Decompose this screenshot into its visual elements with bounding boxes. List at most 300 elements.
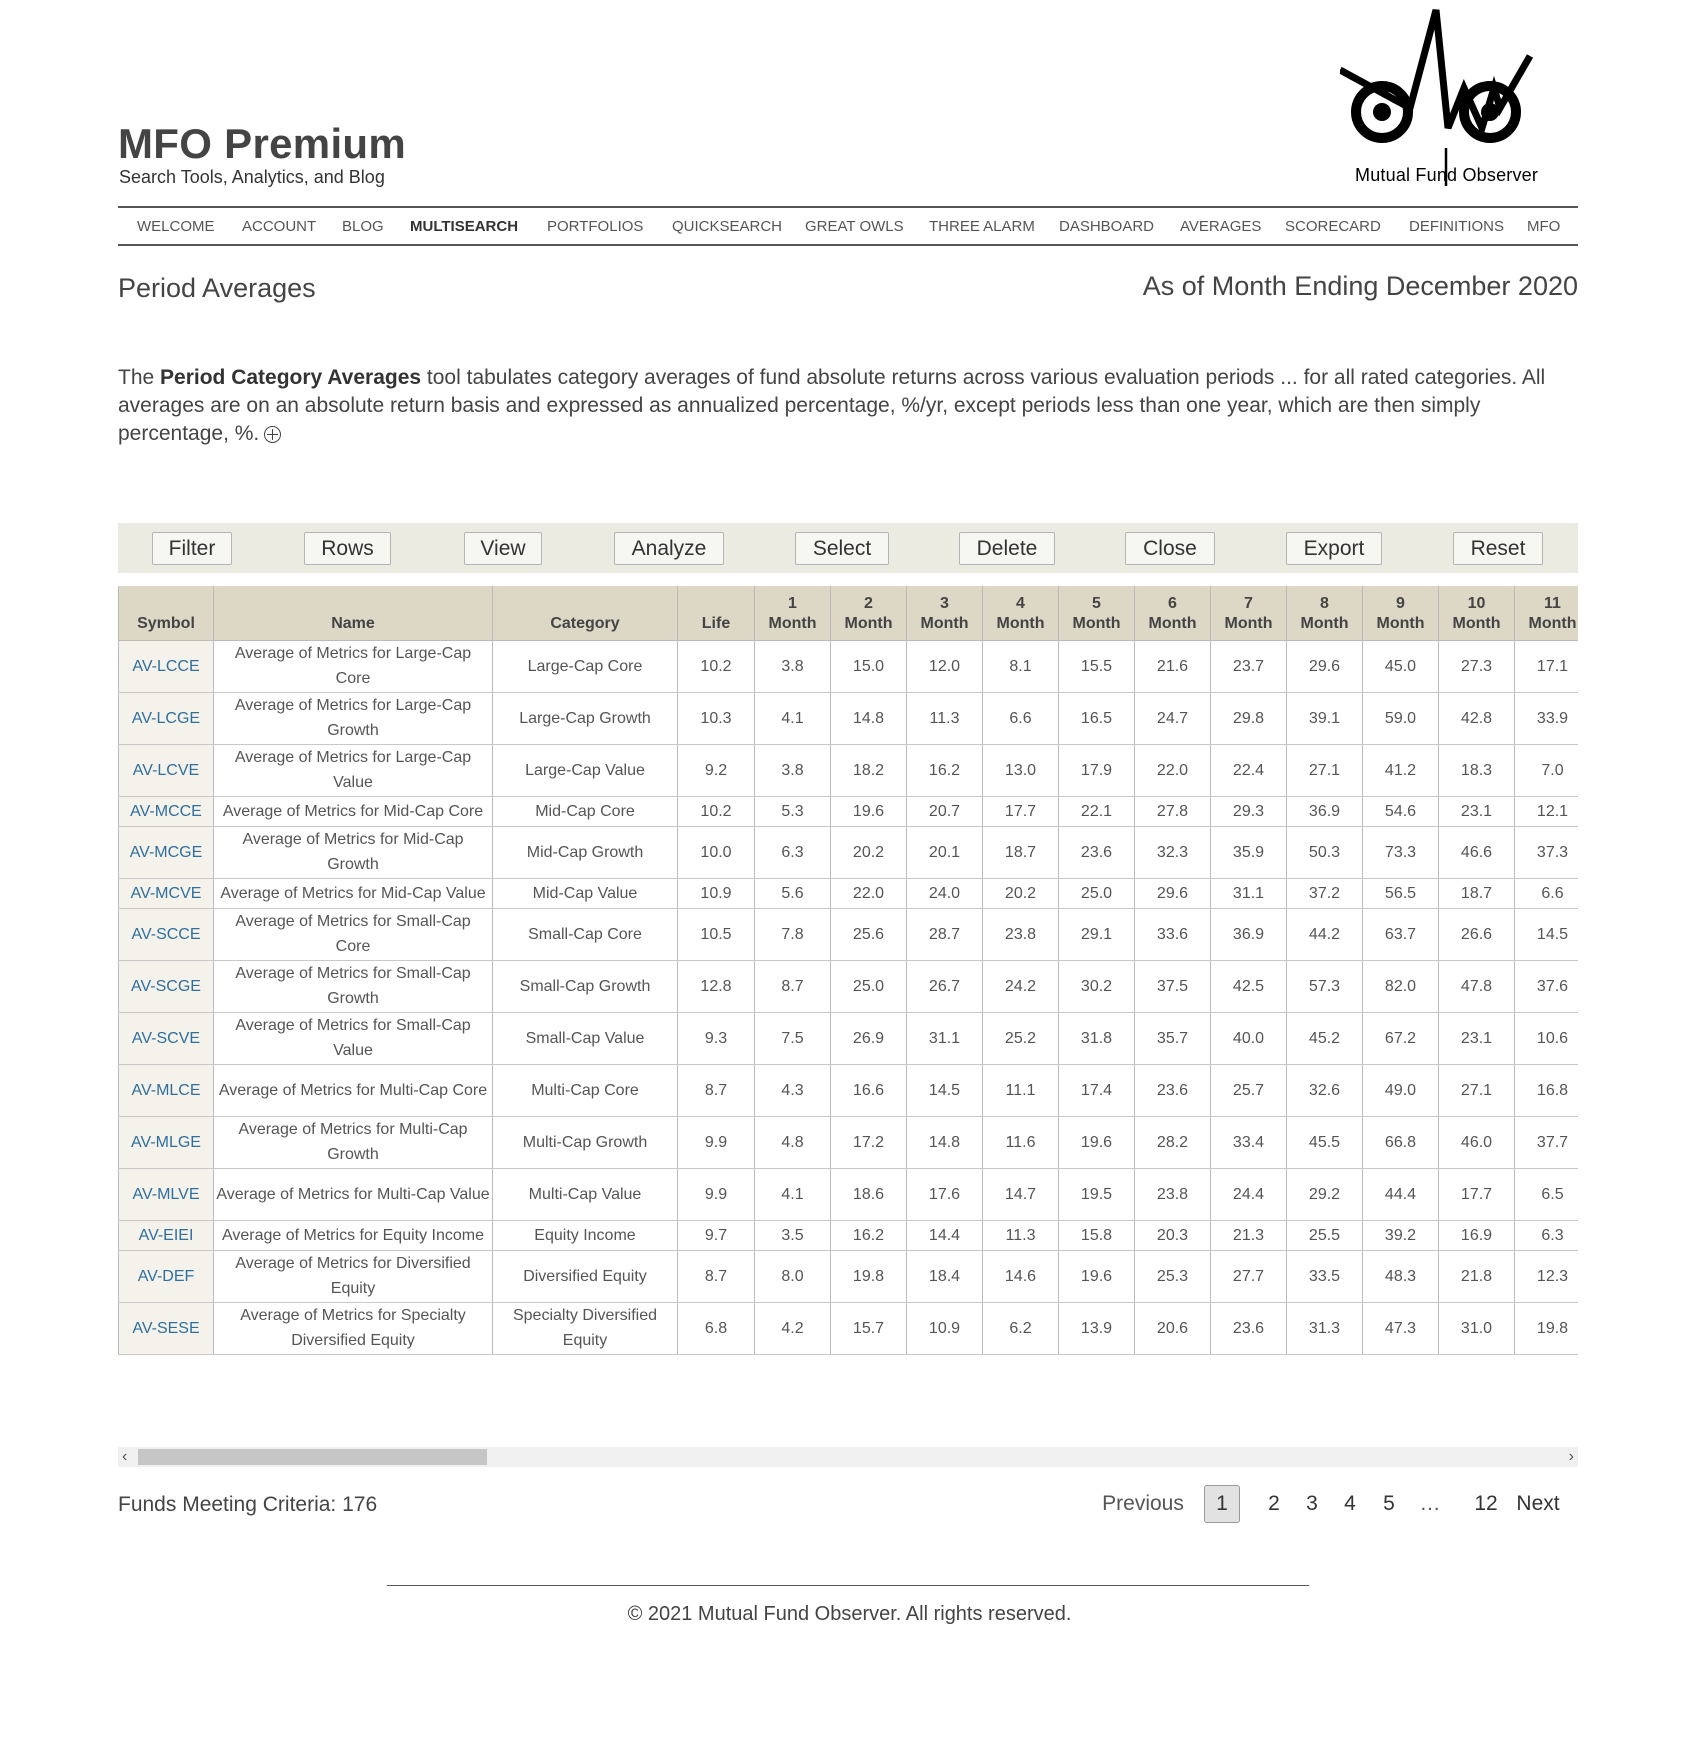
value-cell: 18.3 <box>1439 744 1515 796</box>
value-cell: 20.3 <box>1135 1220 1211 1250</box>
value-cell: 29.6 <box>1135 878 1211 908</box>
nav-item-portfolios[interactable]: PORTFOLIOS <box>547 218 644 235</box>
pagination <box>118 1485 1578 1523</box>
column-header[interactable] <box>1363 586 1439 640</box>
value-cell: 35.9 <box>1211 826 1287 878</box>
value-cell: 21.8 <box>1439 1250 1515 1302</box>
value-cell: 8.7 <box>678 1064 755 1116</box>
page-link-4[interactable]: 4 <box>1344 1492 1356 1515</box>
column-header-number: 9 <box>1396 594 1405 612</box>
value-cell: 31.1 <box>907 1012 983 1064</box>
value-cell: 9.9 <box>678 1116 755 1168</box>
value-cell: 15.7 <box>831 1302 907 1354</box>
value-cell: 9.2 <box>678 744 755 796</box>
table-row[interactable] <box>119 960 1579 1012</box>
column-header[interactable] <box>1059 586 1135 640</box>
value-cell: 15.8 <box>1059 1220 1135 1250</box>
category-cell: Diversified Equity <box>493 1250 678 1302</box>
value-cell: 17.9 <box>1059 744 1135 796</box>
column-header-label: Name <box>331 614 375 632</box>
value-cell: 12.3 <box>1515 1250 1579 1302</box>
value-cell: 19.6 <box>1059 1250 1135 1302</box>
table-row[interactable] <box>119 1220 1579 1250</box>
symbol-link[interactable]: AV-EIEI <box>119 1220 214 1250</box>
category-cell: Large-Cap Growth <box>493 692 678 744</box>
value-cell: 10.5 <box>678 908 755 960</box>
value-cell: 25.2 <box>983 1012 1059 1064</box>
value-cell: 17.1 <box>1515 640 1579 692</box>
value-cell: 6.5 <box>1515 1168 1579 1220</box>
value-cell: 29.6 <box>1287 640 1363 692</box>
column-header-label: Month <box>1376 614 1425 632</box>
value-cell: 23.1 <box>1439 796 1515 826</box>
value-cell: 18.4 <box>907 1250 983 1302</box>
value-cell: 24.7 <box>1135 692 1211 744</box>
nav-item-multisearch[interactable]: MULTISEARCH <box>410 218 519 235</box>
value-cell: 17.7 <box>983 796 1059 826</box>
symbol-link[interactable]: AV-SCGE <box>119 960 214 1012</box>
value-cell: 59.0 <box>1363 692 1439 744</box>
value-cell: 12.1 <box>1515 796 1579 826</box>
value-cell: 32.3 <box>1135 826 1211 878</box>
value-cell: 25.0 <box>831 960 907 1012</box>
column-header[interactable] <box>983 586 1059 640</box>
value-cell: 17.2 <box>831 1116 907 1168</box>
value-cell: 6.2 <box>983 1302 1059 1354</box>
name-cell: Average of Metrics for Mid-Cap Value <box>214 878 493 908</box>
value-cell: 37.5 <box>1135 960 1211 1012</box>
value-cell: 41.2 <box>1363 744 1439 796</box>
column-header-label: Month <box>1528 614 1577 632</box>
value-cell: 27.3 <box>1439 640 1515 692</box>
page-link-12[interactable]: 12 <box>1474 1492 1498 1515</box>
value-cell: 25.0 <box>1059 878 1135 908</box>
select-button[interactable]: Select <box>795 532 889 565</box>
name-cell: Average of Metrics for Small-Cap Growth <box>214 960 493 1012</box>
value-cell: 10.6 <box>1515 1012 1579 1064</box>
symbol-link[interactable]: AV-SCVE <box>119 1012 214 1064</box>
symbol-link[interactable]: AV-DEF <box>119 1250 214 1302</box>
value-cell: 26.7 <box>907 960 983 1012</box>
previous-page-link[interactable]: Previous <box>1102 1492 1184 1515</box>
value-cell: 33.4 <box>1211 1116 1287 1168</box>
value-cell: 39.1 <box>1287 692 1363 744</box>
intro-text-after: tool tabulates category averages of fund absolute returns across various evaluation periods ... for all rated categories. All averages are on an absolute return basis and expressed as annualized percentage, %/yr, except periods less than one year, which are then simply percentage, %. <box>118 366 1546 445</box>
column-header-number: 6 <box>1168 594 1177 612</box>
symbol-link[interactable]: AV-MLGE <box>119 1116 214 1168</box>
column-header-label: Month <box>1224 614 1273 632</box>
value-cell: 45.2 <box>1287 1012 1363 1064</box>
nav-item-three-alarm[interactable]: THREE ALARM <box>929 218 1035 235</box>
analyze-button[interactable]: Analyze <box>614 532 724 565</box>
name-cell: Average of Metrics for Small-Cap Core <box>214 908 493 960</box>
value-cell: 17.4 <box>1059 1064 1135 1116</box>
value-cell: 37.7 <box>1515 1116 1579 1168</box>
column-header[interactable] <box>1135 586 1211 640</box>
reset-button[interactable]: Reset <box>1453 532 1543 565</box>
value-cell: 18.7 <box>983 826 1059 878</box>
column-header-number: 3 <box>940 594 949 612</box>
value-cell: 9.7 <box>678 1220 755 1250</box>
nav-item-scorecard[interactable]: SCORECARD <box>1285 218 1381 235</box>
page-link-3[interactable]: 3 <box>1306 1492 1318 1515</box>
table-row[interactable] <box>119 796 1579 826</box>
value-cell: 20.2 <box>831 826 907 878</box>
value-cell: 24.4 <box>1211 1168 1287 1220</box>
value-cell: 14.7 <box>983 1168 1059 1220</box>
column-header[interactable] <box>1515 586 1579 640</box>
category-cell: Small-Cap Growth <box>493 960 678 1012</box>
column-header-label: Month <box>844 614 893 632</box>
column-header-number: 2 <box>864 594 873 612</box>
table-row[interactable] <box>119 692 1579 744</box>
toolbar <box>118 523 1578 573</box>
symbol-link[interactable]: AV-LCGE <box>119 692 214 744</box>
value-cell: 56.5 <box>1363 878 1439 908</box>
value-cell: 19.5 <box>1059 1168 1135 1220</box>
name-cell: Average of Metrics for Multi-Cap Value <box>214 1168 493 1220</box>
value-cell: 25.5 <box>1287 1220 1363 1250</box>
category-cell: Mid-Cap Core <box>493 796 678 826</box>
value-cell: 21.6 <box>1135 640 1211 692</box>
view-button[interactable]: View <box>464 532 542 565</box>
logo-text: Mutual Fund Observer <box>1355 165 1539 185</box>
column-header-number: 7 <box>1244 594 1253 612</box>
symbol-link[interactable]: AV-MCGE <box>119 826 214 878</box>
value-cell: 4.3 <box>755 1064 831 1116</box>
value-cell: 33.9 <box>1515 692 1579 744</box>
value-cell: 8.1 <box>983 640 1059 692</box>
table-row[interactable] <box>119 908 1579 960</box>
value-cell: 18.2 <box>831 744 907 796</box>
column-header[interactable] <box>907 586 983 640</box>
table-row[interactable] <box>119 826 1579 878</box>
value-cell: 23.7 <box>1211 640 1287 692</box>
column-header[interactable] <box>1439 586 1515 640</box>
nav-item-quicksearch[interactable]: QUICKSEARCH <box>672 218 783 235</box>
intro-text-bold: Period Category Averages <box>160 366 422 389</box>
value-cell: 7.0 <box>1515 744 1579 796</box>
value-cell: 4.2 <box>755 1302 831 1354</box>
footer-copyright: © 2021 Mutual Fund Observer. All rights reserved. <box>627 1603 1072 1625</box>
value-cell: 6.6 <box>1515 878 1579 908</box>
page-link-2[interactable]: 2 <box>1268 1492 1280 1515</box>
value-cell: 42.5 <box>1211 960 1287 1012</box>
table-row[interactable] <box>119 1168 1579 1220</box>
value-cell: 11.3 <box>907 692 983 744</box>
table-row[interactable] <box>119 640 1579 692</box>
column-header[interactable] <box>1287 586 1363 640</box>
value-cell: 40.0 <box>1211 1012 1287 1064</box>
value-cell: 10.2 <box>678 640 755 692</box>
value-cell: 22.0 <box>1135 744 1211 796</box>
page-title: Period Averages <box>118 273 316 303</box>
value-cell: 23.6 <box>1059 826 1135 878</box>
value-cell: 35.7 <box>1135 1012 1211 1064</box>
name-cell: Average of Metrics for Equity Income <box>214 1220 493 1250</box>
value-cell: 22.0 <box>831 878 907 908</box>
value-cell: 7.5 <box>755 1012 831 1064</box>
value-cell: 33.6 <box>1135 908 1211 960</box>
value-cell: 33.5 <box>1287 1250 1363 1302</box>
value-cell: 23.1 <box>1439 1012 1515 1064</box>
value-cell: 12.8 <box>678 960 755 1012</box>
category-cell: Specialty Diversified Equity <box>493 1302 678 1354</box>
symbol-link[interactable]: AV-MLCE <box>119 1064 214 1116</box>
category-cell: Multi-Cap Value <box>493 1168 678 1220</box>
nav-item-blog[interactable]: BLOG <box>342 218 384 235</box>
intro-text-before: The <box>118 366 161 389</box>
value-cell: 10.3 <box>678 692 755 744</box>
value-cell: 23.6 <box>1135 1064 1211 1116</box>
value-cell: 48.3 <box>1363 1250 1439 1302</box>
column-header-label: Month <box>1148 614 1197 632</box>
value-cell: 24.2 <box>983 960 1059 1012</box>
value-cell: 10.9 <box>907 1302 983 1354</box>
column-header-label: Month <box>996 614 1045 632</box>
value-cell: 31.8 <box>1059 1012 1135 1064</box>
symbol-link[interactable]: AV-MLVE <box>119 1168 214 1220</box>
category-cell: Small-Cap Value <box>493 1012 678 1064</box>
value-cell: 14.8 <box>831 692 907 744</box>
value-cell: 49.0 <box>1363 1064 1439 1116</box>
value-cell: 9.3 <box>678 1012 755 1064</box>
value-cell: 14.5 <box>907 1064 983 1116</box>
value-cell: 23.8 <box>1135 1168 1211 1220</box>
value-cell: 16.2 <box>907 744 983 796</box>
column-header[interactable] <box>678 586 755 640</box>
value-cell: 18.6 <box>831 1168 907 1220</box>
scroll-right-icon[interactable]: › <box>1568 1448 1574 1465</box>
scroll-left-icon[interactable]: ‹ <box>122 1448 128 1465</box>
value-cell: 31.1 <box>1211 878 1287 908</box>
value-cell: 3.8 <box>755 744 831 796</box>
column-header[interactable] <box>214 586 493 640</box>
value-cell: 37.6 <box>1515 960 1579 1012</box>
name-cell: Average of Metrics for Diversified Equity <box>214 1250 493 1302</box>
column-header[interactable] <box>493 586 678 640</box>
value-cell: 17.7 <box>1439 1168 1515 1220</box>
value-cell: 37.2 <box>1287 878 1363 908</box>
category-cell: Large-Cap Value <box>493 744 678 796</box>
horizontal-scrollbar[interactable] <box>118 1447 1578 1467</box>
column-header-label: Month <box>1300 614 1349 632</box>
value-cell: 26.9 <box>831 1012 907 1064</box>
value-cell: 5.3 <box>755 796 831 826</box>
nav-item-mfo[interactable]: MFO <box>1527 218 1561 235</box>
table-row[interactable] <box>119 1302 1579 1354</box>
value-cell: 19.8 <box>831 1250 907 1302</box>
value-cell: 27.7 <box>1211 1250 1287 1302</box>
value-cell: 31.0 <box>1439 1302 1515 1354</box>
symbol-link[interactable]: AV-MCVE <box>119 878 214 908</box>
value-cell: 11.3 <box>983 1220 1059 1250</box>
column-header-label: Month <box>768 614 817 632</box>
category-cell: Multi-Cap Growth <box>493 1116 678 1168</box>
filter-button[interactable]: Filter <box>152 532 232 565</box>
name-cell: Average of Metrics for Large-Cap Value <box>214 744 493 796</box>
value-cell: 16.5 <box>1059 692 1135 744</box>
value-cell: 22.4 <box>1211 744 1287 796</box>
value-cell: 29.8 <box>1211 692 1287 744</box>
value-cell: 46.0 <box>1439 1116 1515 1168</box>
value-cell: 10.0 <box>678 826 755 878</box>
column-header-number: 8 <box>1320 594 1329 612</box>
value-cell: 4.8 <box>755 1116 831 1168</box>
value-cell: 29.2 <box>1287 1168 1363 1220</box>
nav-item-dashboard[interactable]: DASHBOARD <box>1059 218 1155 235</box>
value-cell: 19.6 <box>1059 1116 1135 1168</box>
value-cell: 19.6 <box>831 796 907 826</box>
value-cell: 82.0 <box>1363 960 1439 1012</box>
value-cell: 15.5 <box>1059 640 1135 692</box>
column-header-label: Category <box>550 614 620 632</box>
value-cell: 22.1 <box>1059 796 1135 826</box>
value-cell: 20.1 <box>907 826 983 878</box>
value-cell: 11.6 <box>983 1116 1059 1168</box>
value-cell: 31.3 <box>1287 1302 1363 1354</box>
column-header-label: Life <box>701 614 731 632</box>
column-header-label: Month <box>1452 614 1501 632</box>
value-cell: 25.3 <box>1135 1250 1211 1302</box>
name-cell: Average of Metrics for Specialty Diversified Equity <box>214 1302 493 1354</box>
value-cell: 46.6 <box>1439 826 1515 878</box>
nav-item-definitions[interactable]: DEFINITIONS <box>1409 218 1505 235</box>
table-row[interactable] <box>119 744 1579 796</box>
column-header[interactable] <box>119 586 214 640</box>
value-cell: 10.2 <box>678 796 755 826</box>
rows-button[interactable]: Rows <box>304 532 391 565</box>
value-cell: 25.7 <box>1211 1064 1287 1116</box>
column-header[interactable] <box>1211 586 1287 640</box>
value-cell: 14.8 <box>907 1116 983 1168</box>
value-cell: 6.8 <box>678 1302 755 1354</box>
column-header-label: Month <box>1072 614 1121 632</box>
symbol-link[interactable]: AV-SESE <box>119 1302 214 1354</box>
column-header[interactable] <box>831 586 907 640</box>
table-row[interactable] <box>119 1116 1579 1168</box>
value-cell: 66.8 <box>1363 1116 1439 1168</box>
value-cell: 7.8 <box>755 908 831 960</box>
value-cell: 24.0 <box>907 878 983 908</box>
value-cell: 21.3 <box>1211 1220 1287 1250</box>
value-cell: 44.4 <box>1363 1168 1439 1220</box>
value-cell: 6.6 <box>983 692 1059 744</box>
value-cell: 20.2 <box>983 878 1059 908</box>
value-cell: 27.1 <box>1287 744 1363 796</box>
page-link-1[interactable]: 1 <box>1204 1485 1240 1523</box>
value-cell: 47.8 <box>1439 960 1515 1012</box>
value-cell: 16.2 <box>831 1220 907 1250</box>
name-cell: Average of Metrics for Large-Cap Growth <box>214 692 493 744</box>
next-page-link[interactable]: Next <box>1516 1492 1560 1515</box>
value-cell: 29.3 <box>1211 796 1287 826</box>
delete-button[interactable]: Delete <box>959 532 1055 565</box>
symbol-link[interactable]: AV-SCCE <box>119 908 214 960</box>
name-cell: Average of Metrics for Small-Cap Value <box>214 1012 493 1064</box>
symbol-link[interactable]: AV-MCCE <box>119 796 214 826</box>
category-cell: Large-Cap Core <box>493 640 678 692</box>
value-cell: 5.6 <box>755 878 831 908</box>
value-cell: 16.6 <box>831 1064 907 1116</box>
value-cell: 4.1 <box>755 1168 831 1220</box>
value-cell: 8.0 <box>755 1250 831 1302</box>
column-header[interactable] <box>755 586 831 640</box>
averages-table <box>118 586 1578 1355</box>
value-cell: 67.2 <box>1363 1012 1439 1064</box>
value-cell: 45.5 <box>1287 1116 1363 1168</box>
column-header-number: 5 <box>1092 594 1101 612</box>
value-cell: 16.9 <box>1439 1220 1515 1250</box>
column-header-label: Month <box>920 614 969 632</box>
nav-item-account[interactable]: ACCOUNT <box>242 218 317 235</box>
export-button[interactable]: Export <box>1286 532 1382 565</box>
column-header-number: 11 <box>1544 594 1561 612</box>
symbol-link[interactable]: AV-LCVE <box>119 744 214 796</box>
value-cell: 23.8 <box>983 908 1059 960</box>
name-cell: Average of Metrics for Multi-Cap Growth <box>214 1116 493 1168</box>
value-cell: 12.0 <box>907 640 983 692</box>
value-cell: 19.8 <box>1515 1302 1579 1354</box>
value-cell: 6.3 <box>1515 1220 1579 1250</box>
value-cell: 13.0 <box>983 744 1059 796</box>
value-cell: 17.6 <box>907 1168 983 1220</box>
value-cell: 16.8 <box>1515 1064 1579 1116</box>
symbol-link[interactable]: AV-LCCE <box>119 640 214 692</box>
category-cell: Multi-Cap Core <box>493 1064 678 1116</box>
category-cell: Small-Cap Core <box>493 908 678 960</box>
nav-item-great-owls[interactable]: GREAT OWLS <box>805 218 904 235</box>
value-cell: 18.7 <box>1439 878 1515 908</box>
value-cell: 13.9 <box>1059 1302 1135 1354</box>
value-cell: 63.7 <box>1363 908 1439 960</box>
value-cell: 20.6 <box>1135 1302 1211 1354</box>
value-cell: 3.8 <box>755 640 831 692</box>
value-cell: 73.3 <box>1363 826 1439 878</box>
value-cell: 11.1 <box>983 1064 1059 1116</box>
table-row[interactable] <box>119 1250 1579 1302</box>
table-row[interactable] <box>119 878 1579 908</box>
value-cell: 27.1 <box>1439 1064 1515 1116</box>
brand-title[interactable]: MFO Premium <box>118 120 407 167</box>
close-button[interactable]: Close <box>1125 532 1215 565</box>
value-cell: 27.8 <box>1135 796 1211 826</box>
page-link-5[interactable]: 5 <box>1383 1492 1395 1515</box>
column-header-label: Symbol <box>137 614 195 632</box>
value-cell: 36.9 <box>1287 796 1363 826</box>
nav-item-averages[interactable]: AVERAGES <box>1180 218 1262 235</box>
nav-item-welcome[interactable]: WELCOME <box>137 218 215 235</box>
category-cell: Equity Income <box>493 1220 678 1250</box>
value-cell: 8.7 <box>678 1250 755 1302</box>
expand-plus-icon[interactable] <box>264 426 281 443</box>
scroll-thumb[interactable] <box>138 1449 487 1465</box>
value-cell: 23.6 <box>1211 1302 1287 1354</box>
pagination-ellipsis: … <box>1419 1492 1441 1515</box>
value-cell: 47.3 <box>1363 1302 1439 1354</box>
value-cell: 39.2 <box>1363 1220 1439 1250</box>
table-row[interactable] <box>119 1012 1579 1064</box>
table-row[interactable] <box>119 1064 1579 1116</box>
value-cell: 8.7 <box>755 960 831 1012</box>
owl-logo-icon[interactable] <box>1340 8 1586 188</box>
brand-subtitle: Search Tools, Analytics, and Blog <box>119 167 385 187</box>
footer-divider <box>387 1585 1309 1586</box>
column-header-number: 1 <box>788 594 797 612</box>
category-cell: Mid-Cap Value <box>493 878 678 908</box>
name-cell: Average of Metrics for Mid-Cap Core <box>214 796 493 826</box>
value-cell: 45.0 <box>1363 640 1439 692</box>
